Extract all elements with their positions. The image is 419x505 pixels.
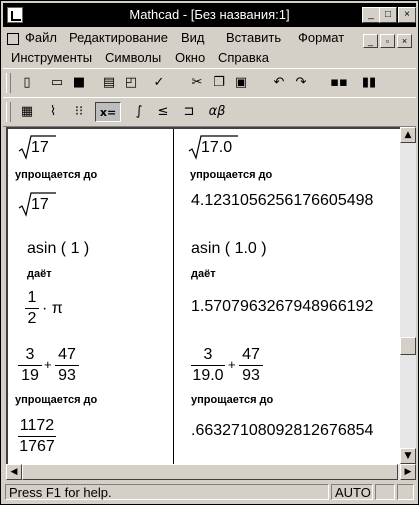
doc-icon[interactable] <box>7 33 19 45</box>
page-divider <box>173 129 174 464</box>
math-toolbar-grip[interactable] <box>6 102 11 122</box>
sqrt-radicand[interactable]: 17 <box>31 139 49 156</box>
mdi-minimize-button[interactable]: _ <box>363 34 378 48</box>
status-mode: AUTO <box>331 484 373 500</box>
maximize-button[interactable]: □ <box>379 7 397 23</box>
asin-expression[interactable]: asin ( 1.0 ) <box>191 240 267 257</box>
menu-bar <box>3 28 416 70</box>
menu-window[interactable]: Окно <box>175 50 206 65</box>
horizontal-scroll-thumb[interactable] <box>22 464 398 480</box>
window-title: Mathcad - [Без названия:1] <box>129 7 290 22</box>
fraction-47-93[interactable] <box>239 346 263 385</box>
evaluation-icon[interactable]: x= <box>95 102 121 122</box>
graph-icon[interactable]: ⌇ <box>49 104 57 119</box>
size-grip[interactable] <box>397 484 414 500</box>
pi-factor: · π <box>42 300 63 317</box>
fraction-numerator: 3 <box>25 346 35 363</box>
scroll-down-button[interactable]: ▼ <box>400 448 416 464</box>
status-cell-empty <box>375 484 395 500</box>
math-toolbar <box>3 97 416 127</box>
fraction-numeric-result[interactable]: .66327108092812676854 <box>191 422 374 439</box>
matrix-icon[interactable]: ⁝⁝ <box>74 104 84 119</box>
sqrt-numeric-result[interactable]: 4.1231056256176605498 <box>191 192 374 209</box>
simplify-label: упрощается до <box>190 169 273 181</box>
spell-check-icon[interactable]: ✓ <box>153 75 165 90</box>
cut-icon[interactable]: ✂ <box>191 75 203 90</box>
save-icon[interactable]: ■ <box>72 75 86 90</box>
fraction-3-19.0[interactable] <box>191 346 225 385</box>
copy-icon[interactable]: ❐ <box>213 75 225 90</box>
menu-insert[interactable]: Вставить <box>226 30 282 45</box>
fraction-denominator: 19 <box>21 367 39 384</box>
redo-icon[interactable]: ↷ <box>295 75 307 90</box>
mdi-close-button[interactable]: × <box>397 34 412 48</box>
sqrt-result-radicand[interactable]: 17 <box>31 196 49 213</box>
plus-sign: + <box>44 357 52 372</box>
menu-help[interactable]: Справка <box>218 50 269 65</box>
print-icon[interactable]: ▤ <box>102 75 116 90</box>
align-across-icon[interactable]: ▪▪ <box>330 75 348 90</box>
align-down-icon[interactable]: ▮▮ <box>361 75 377 90</box>
undo-icon[interactable]: ↶ <box>273 75 285 90</box>
fraction-bar <box>25 308 39 309</box>
menu-row-2 <box>3 48 416 68</box>
mdi-restore-button[interactable]: ▫ <box>380 34 395 48</box>
fraction-47-93[interactable] <box>55 346 79 385</box>
scroll-up-button[interactable]: ▲ <box>400 127 416 143</box>
fraction-numerator: 1172 <box>19 417 55 434</box>
title-bar <box>3 3 416 27</box>
simplify-label: упрощается до <box>15 394 98 406</box>
horizontal-scrollbar[interactable] <box>6 464 400 480</box>
scroll-right-button[interactable]: ▶ <box>400 464 416 480</box>
menu-edit[interactable]: Редактирование <box>69 30 169 45</box>
fraction-3-19[interactable] <box>18 346 42 385</box>
fraction-denominator: 1767 <box>19 438 55 455</box>
fraction-numerator: 1 <box>27 289 37 306</box>
fraction-bar <box>18 365 42 366</box>
menu-symbols[interactable]: Символы <box>105 50 162 65</box>
fraction-result[interactable] <box>18 417 56 456</box>
fraction-numerator: 47 <box>242 346 260 363</box>
menu-tools[interactable]: Инструменты <box>11 50 93 65</box>
fraction-numerator: 47 <box>58 346 76 363</box>
status-help-text: Press F1 for help. <box>5 484 329 500</box>
status-bar <box>3 483 416 502</box>
fraction-denominator: 93 <box>58 367 76 384</box>
standard-toolbar <box>3 68 416 98</box>
paste-icon[interactable]: ▣ <box>234 75 248 90</box>
yields-label: даёт <box>191 268 216 280</box>
greek-icon[interactable]: αβ <box>208 104 226 119</box>
half-fraction[interactable] <box>25 289 39 328</box>
fraction-numerator: 3 <box>203 346 213 363</box>
toolbar-grip[interactable] <box>6 73 11 93</box>
calculus-icon[interactable]: ∫ <box>135 104 143 119</box>
simplify-label: упрощается до <box>15 169 98 181</box>
asin-expression[interactable]: asin ( 1 ) <box>27 240 90 257</box>
worksheet[interactable] <box>6 127 401 464</box>
open-icon[interactable]: ▭ <box>50 75 64 90</box>
fraction-denominator: 19.0 <box>192 367 224 384</box>
simplify-label: упрощается до <box>191 394 274 406</box>
sqrt-radicand[interactable]: 17.0 <box>201 139 233 156</box>
menu-format[interactable]: Формат <box>298 30 345 45</box>
new-icon[interactable]: ▯ <box>23 75 31 90</box>
minimize-button[interactable]: _ <box>362 7 380 23</box>
menu-row-1 <box>3 28 416 48</box>
fraction-bar <box>239 365 263 366</box>
vertical-scrollbar[interactable] <box>400 127 416 464</box>
mdi-controls <box>361 32 412 48</box>
fraction-denominator: 2 <box>27 310 37 327</box>
fraction-bar <box>18 436 56 437</box>
print-preview-icon[interactable]: ◰ <box>124 75 138 90</box>
plus-sign: + <box>228 357 236 372</box>
menu-view[interactable]: Вид <box>181 30 205 45</box>
boolean-icon[interactable]: ≤ <box>157 104 169 119</box>
close-button[interactable]: × <box>398 7 416 23</box>
programming-icon[interactable]: ⊐ <box>183 104 195 119</box>
calculator-icon[interactable]: ▦ <box>20 104 34 119</box>
fraction-denominator: 93 <box>242 367 260 384</box>
yields-label: даёт <box>27 268 52 280</box>
fraction-bar <box>191 365 225 366</box>
asin-numeric-result[interactable]: 1.5707963267948966192 <box>191 298 374 315</box>
fraction-bar <box>55 365 79 366</box>
menu-file[interactable]: Файл <box>25 30 57 45</box>
vertical-scroll-thumb[interactable] <box>400 337 416 355</box>
scroll-left-button[interactable]: ◀ <box>6 464 22 480</box>
